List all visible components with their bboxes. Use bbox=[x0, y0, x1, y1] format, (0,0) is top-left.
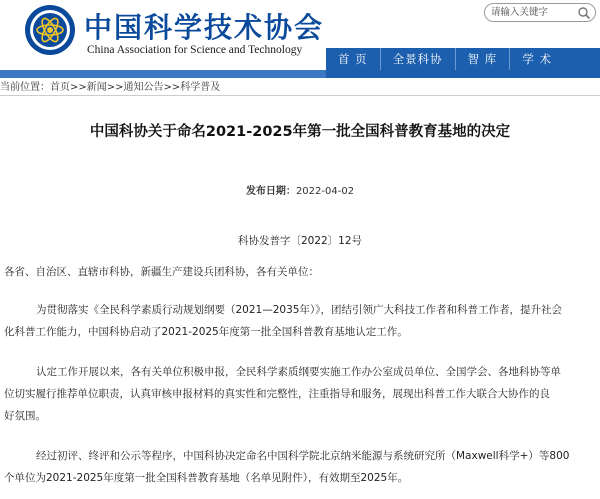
logo-english-name: China Association for Science and Technology bbox=[87, 44, 303, 56]
document-number: 科协发普字〔2022〕12号 bbox=[237, 235, 363, 247]
breadcrumb-news[interactable]: 新闻 bbox=[86, 82, 107, 93]
search-box bbox=[484, 3, 596, 22]
breadcrumb-notices[interactable]: 通知公告 bbox=[123, 82, 164, 93]
paragraph-2-line-1: 认定工作开展以来，各有关单位积极申报，全民科学素质纲要实施工作办公室成员单位、全国学会、各地科协等单 bbox=[36, 366, 561, 378]
paragraph-1-line-1: 为贯彻落实《全民科学素质行动规划纲要（2021—2035年）》，团结引领广大科技工作者和科普工作者，提升社会 bbox=[36, 304, 562, 316]
site-header bbox=[0, 0, 600, 78]
publish-date-value: 2022-04-02 bbox=[295, 186, 355, 197]
breadcrumb-separator: >> bbox=[70, 82, 87, 93]
publish-date bbox=[0, 182, 600, 197]
publish-date-label: 发布日期： bbox=[245, 186, 296, 197]
nav-overview[interactable]: 全景科协 bbox=[392, 52, 443, 66]
salutation: 各省、自治区、直辖市科协，新疆生产建设兵团科协，各有关单位： bbox=[4, 266, 319, 278]
paragraph-3-line-2: 个单位为2021-2025年度第一批全国科普教育基地（名单见附件），有效期至2025年。 bbox=[4, 472, 409, 484]
nav-academic[interactable]: 学 术 bbox=[522, 52, 552, 66]
breadcrumb-science-popularization[interactable]: 科学普及 bbox=[180, 82, 221, 93]
breadcrumb-separator: >> bbox=[106, 82, 124, 93]
breadcrumb-prefix: 当前位置： bbox=[0, 82, 50, 93]
nav-home[interactable]: 首 页 bbox=[338, 52, 368, 66]
paragraph-2-line-3: 好氛围。 bbox=[4, 410, 46, 422]
breadcrumb-home[interactable]: 首页 bbox=[50, 82, 70, 93]
nav-think-tank[interactable]: 智 库 bbox=[467, 52, 498, 66]
logo-chinese-name[interactable]: 中国科学技术协会 bbox=[84, 11, 325, 44]
paragraph-2-line-2: 位切实履行推荐单位职责，认真审核申报材料的真实性和完整性，注重指导和服务，展现出科普工作大联合大协作的良 bbox=[4, 388, 550, 400]
header-stripe-left bbox=[0, 70, 326, 78]
paragraph-1-line-2: 化科普工作能力，中国科协启动了2021-2025年度第一批全国科普教育基地认定工作。 bbox=[4, 326, 408, 338]
breadcrumb bbox=[0, 80, 600, 96]
breadcrumb-separator: >> bbox=[163, 82, 181, 93]
search-icon[interactable] bbox=[577, 6, 591, 20]
paragraph-3-line-1: 经过初评、终评和公示等程序，中国科协决定命名中国科学院北京纳米能源与系统研究所（Maxwell科学+）等800 bbox=[36, 450, 570, 462]
main-nav bbox=[326, 48, 600, 70]
search-input[interactable] bbox=[491, 5, 577, 20]
cast-emblem-icon[interactable] bbox=[24, 4, 76, 56]
article-title: 中国科协关于命名2021-2025年第一批全国科普教育基地的决定 bbox=[89, 124, 511, 140]
